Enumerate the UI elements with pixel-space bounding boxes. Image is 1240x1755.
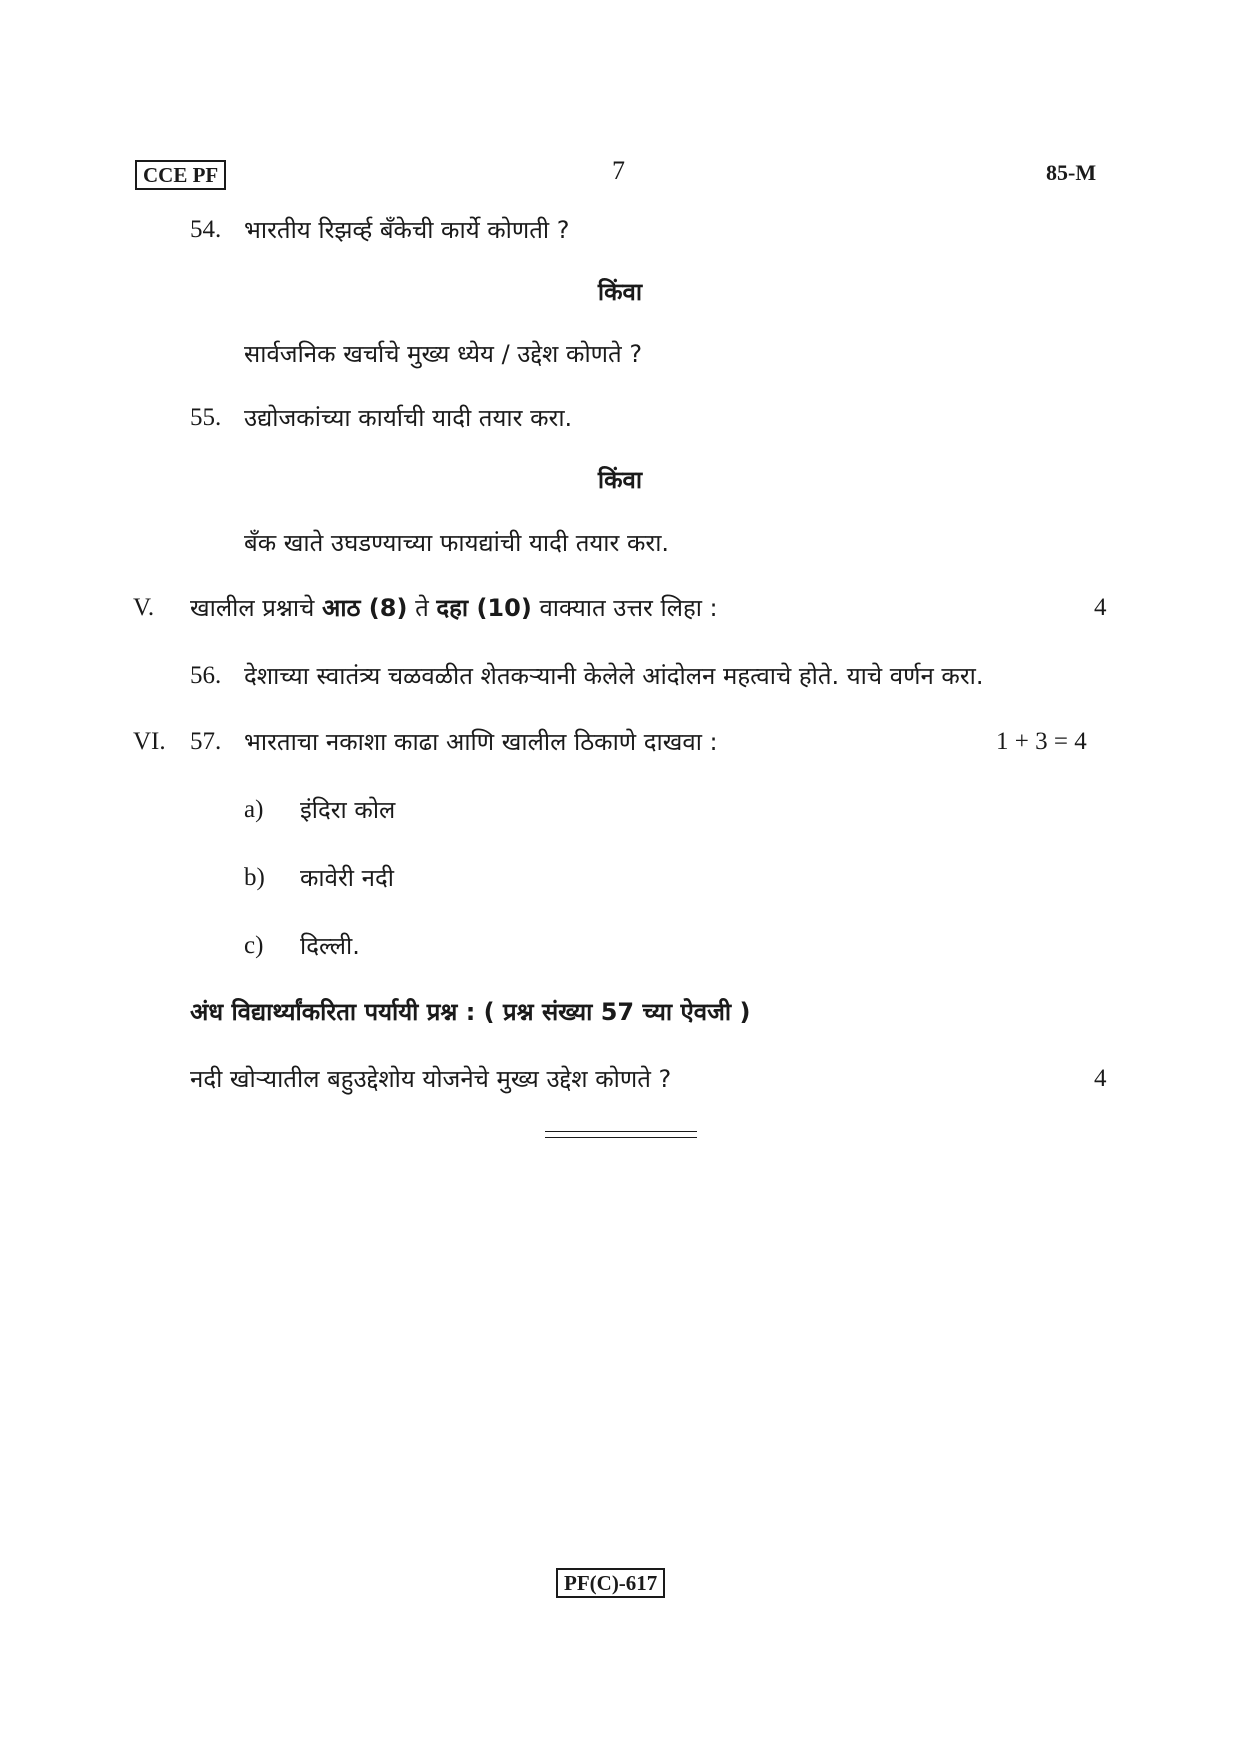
q55-alt-text: बँक खाते उघडण्याच्या फायद्यांची यादी तयार करा. bbox=[244, 529, 670, 557]
option-label: a) bbox=[244, 796, 264, 823]
end-double-rule bbox=[545, 1131, 697, 1138]
exam-code: 85-M bbox=[1046, 160, 1097, 185]
q54-alt-text: सार्वजनिक खर्चाचे मुख्य ध्येय / उद्देश कोणते ? bbox=[244, 340, 643, 368]
option-text: दिल्ली. bbox=[300, 932, 360, 960]
q54-number: 54. bbox=[190, 216, 222, 243]
q55-text: उद्योजकांच्या कार्याची यादी तयार करा. bbox=[244, 404, 573, 432]
option-label: c) bbox=[244, 932, 264, 959]
q57-number: 57. bbox=[190, 728, 222, 755]
blind-alt-marks: 4 bbox=[1094, 1065, 1107, 1092]
option-text: कावेरी नदी bbox=[300, 864, 394, 892]
section-vi-roman: VI. bbox=[133, 728, 166, 755]
q54-or: किंवा bbox=[597, 278, 643, 306]
section-v-instruction bbox=[190, 592, 718, 624]
q54-text: भारतीय रिझर्व्ह बँकेची कार्ये कोणती ? bbox=[244, 216, 570, 244]
q57-text: भारताचा नकाशा काढा आणि खालील ठिकाणे दाखवा : bbox=[244, 728, 718, 756]
blind-alt-text: नदी खोऱ्यातील बहुउद्देशोय योजनेचे मुख्य उद्देश कोणते ? bbox=[190, 1065, 672, 1093]
option-label: b) bbox=[244, 864, 265, 891]
q55-or: किंवा bbox=[597, 466, 643, 494]
instruction-pre: खालील प्रश्नाचे bbox=[190, 594, 315, 622]
paper-code-box: CCE PF bbox=[135, 160, 226, 190]
instruction-post: वाक्यात उत्तर लिहा : bbox=[539, 594, 718, 622]
q56-text: देशाच्या स्वातंत्र्य चळवळीत शेतकऱ्यानी केलेले आंदोलन महत्वाचे होते. याचे वर्णन करा. bbox=[244, 662, 984, 690]
page-number: 7 bbox=[612, 156, 625, 185]
instruction-bold-ten: दहा (10) bbox=[436, 594, 532, 622]
q57-marks: 1 + 3 = 4 bbox=[996, 728, 1087, 755]
blind-alt-heading: अंध विद्यार्थ्यांकरिता पर्यायी प्रश्न : ( प्रश्न संख्या 57 च्या ऐवजी ) bbox=[190, 998, 751, 1026]
instruction-bold-eight: आठ (8) bbox=[321, 594, 408, 622]
instruction-mid: ते bbox=[415, 594, 429, 622]
q56-number: 56. bbox=[190, 662, 222, 689]
section-v-roman: V. bbox=[133, 594, 155, 621]
q55-number: 55. bbox=[190, 404, 222, 431]
footer-code-box: PF(C)-617 bbox=[556, 1568, 665, 1598]
section-v-marks: 4 bbox=[1094, 594, 1107, 621]
option-text: इंदिरा कोल bbox=[300, 796, 396, 824]
